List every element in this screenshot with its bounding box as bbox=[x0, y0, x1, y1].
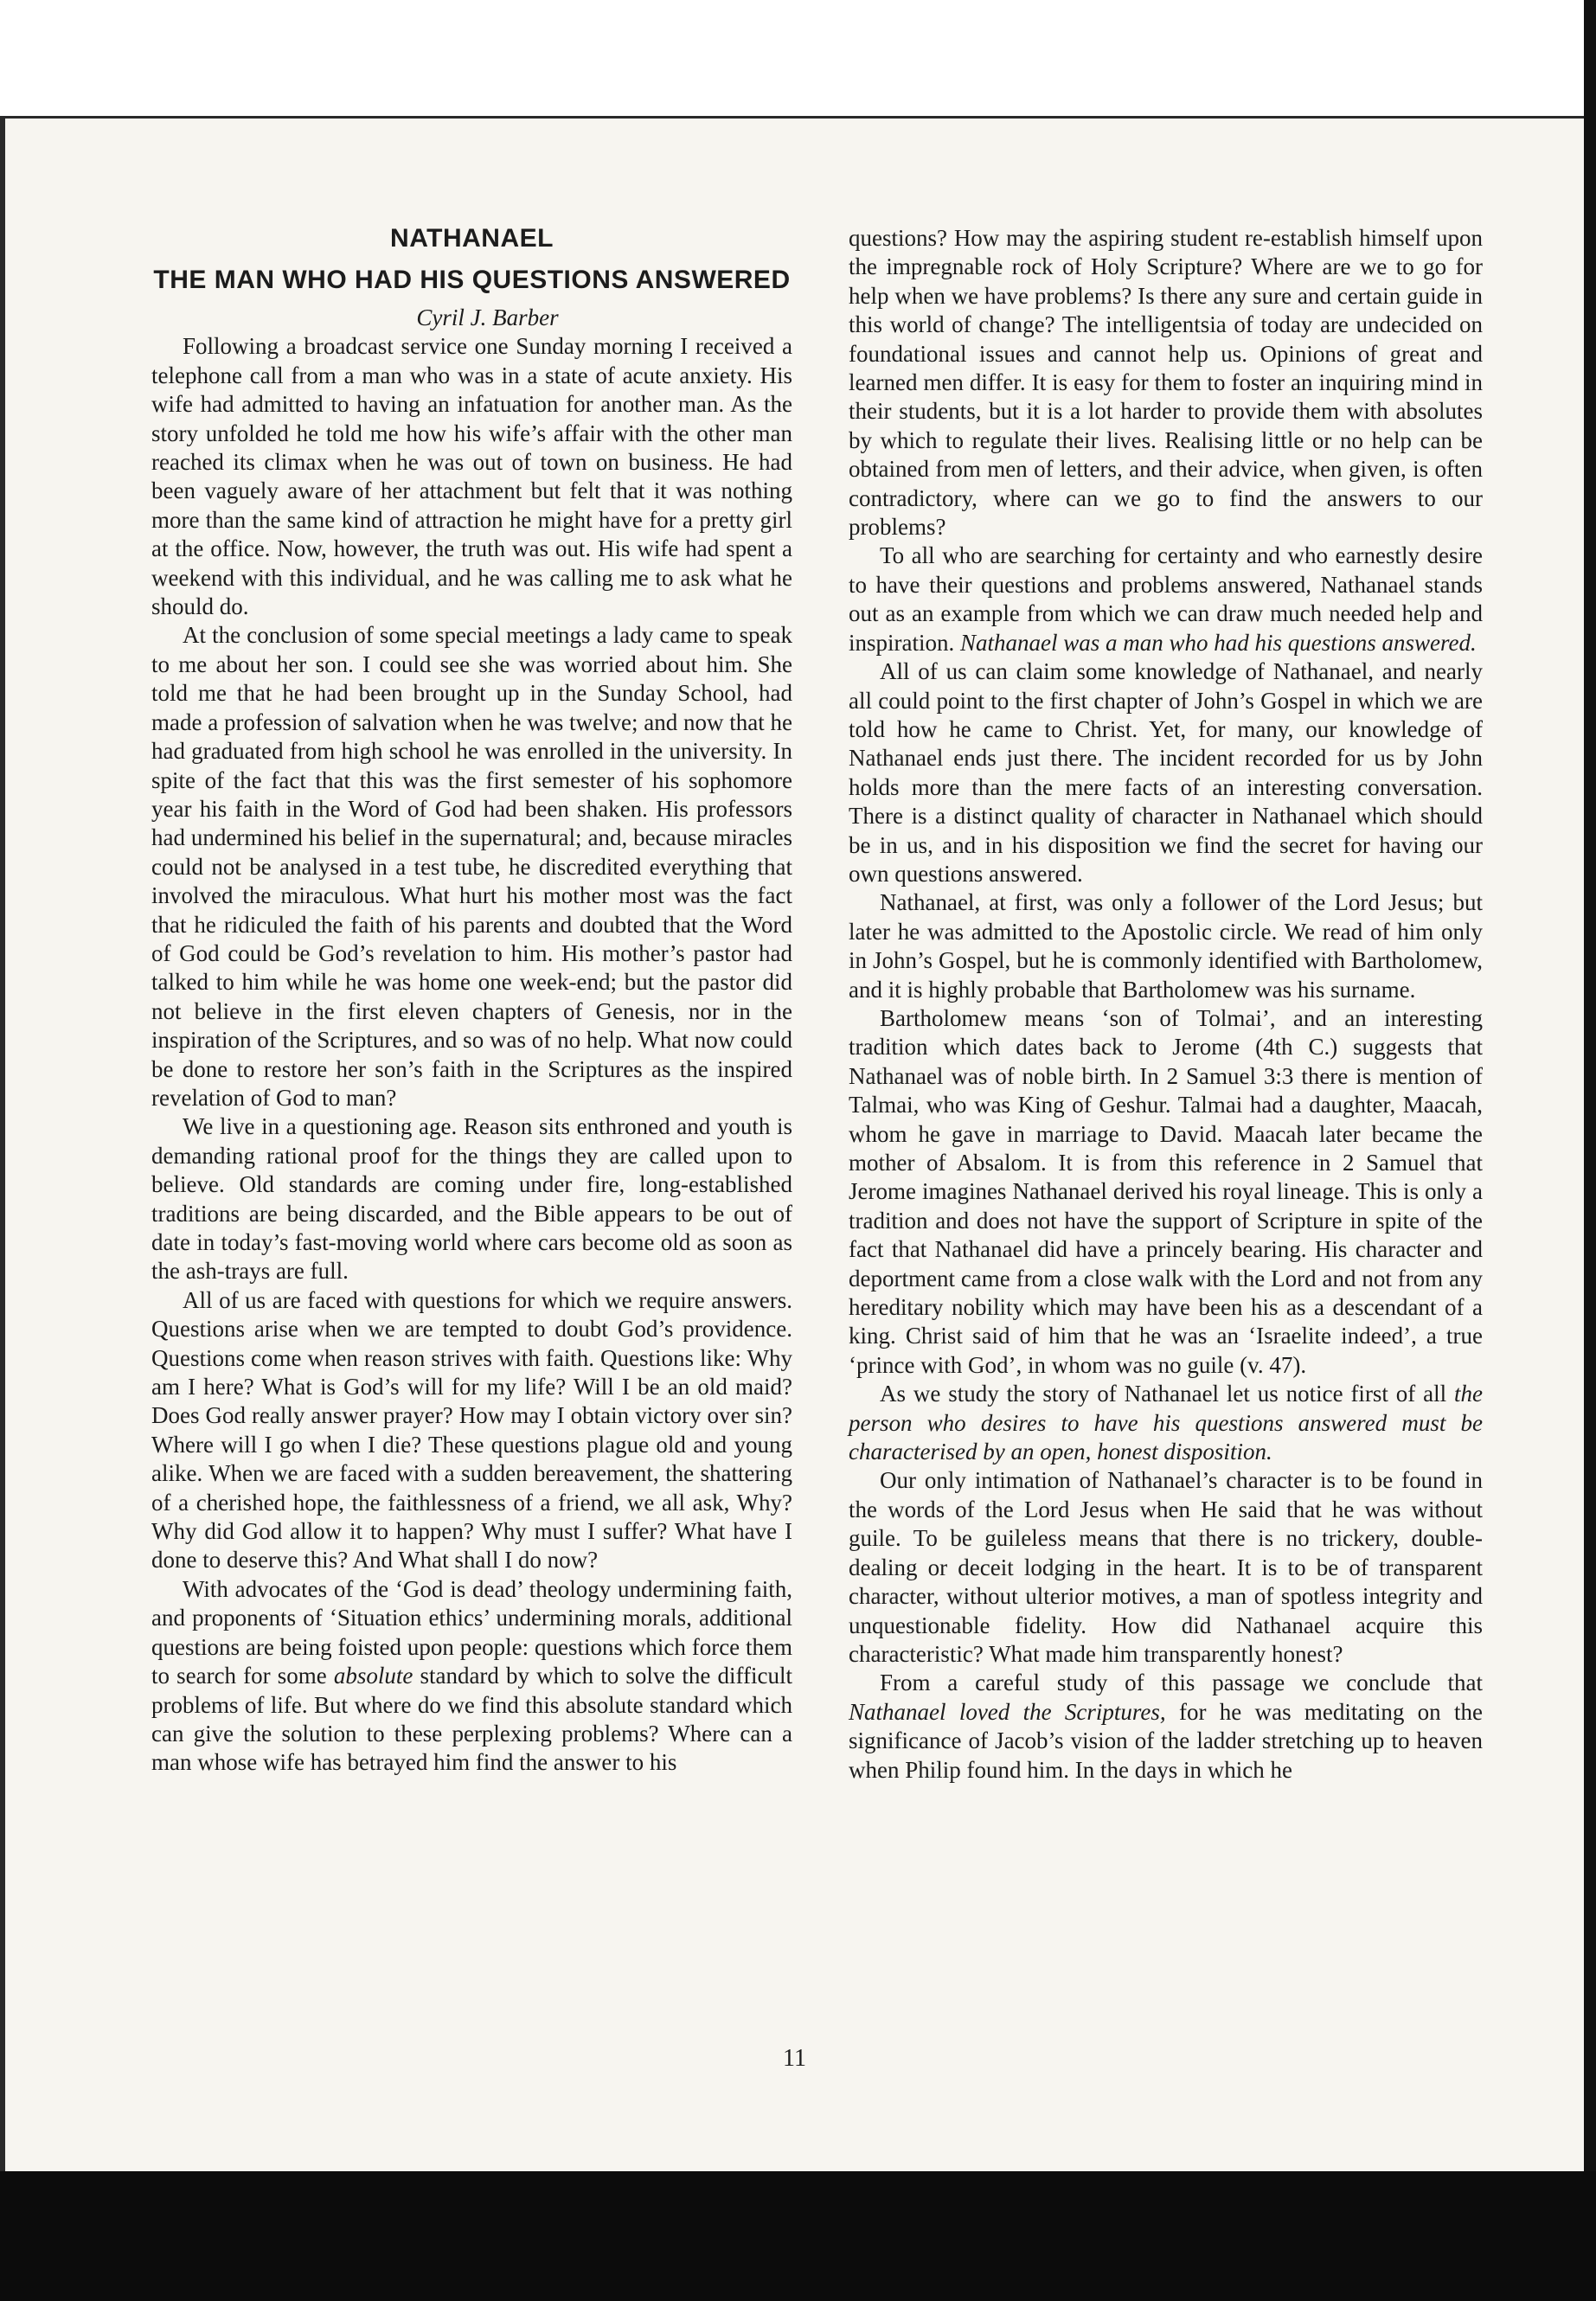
paragraph bbox=[849, 1380, 1483, 1466]
paragraph: We live in a questioning age. Reason sits enthroned and youth is demanding rational proof for the things they are called upon to believe. Old standards are coming under fire, long-established traditions are being discarded, and the Bible appears to be out of date in today’s fast-moving world where cars become old as soon as the ash-trays are full. bbox=[151, 1113, 792, 1285]
text-span: From a careful study of this passage we conclude that bbox=[880, 1670, 1483, 1696]
paragraph bbox=[849, 1669, 1483, 1785]
paragraph: All of us can claim some knowledge of Nathanael, and nearly all could point to the first chapter of John’s Gospel in which we are told how he came to Christ. Yet, for many, our knowledge of Nathanael ends just there. The incident recorded for us by John holds more than the mere facts of an interesting conversation. There is a distinct quality of character in Nathanael which should be in us, and in his disposition we find the secret for having our own questions answered. bbox=[849, 658, 1483, 887]
paragraph: All of us are faced with questions for which we require answers. Questions arise when we are tempted to doubt God’s providence. Questions come when reason strives with faith. Questions like: Why am I here? What is God’s will for my life? Will I be an old maid? Does God really answer prayer? How may I obtain victory over sin? Where will I go when I die? These questions plague old and young alike. When we are faced with a sudden bereavement, the shattering of a cherished hope, the faithlessness of a friend, we all ask, Why? Why did God allow it to happen? Why must I suffer? What have I done to deserve this? And What shall I do now? bbox=[151, 1286, 792, 1574]
paragraph-continued: questions? How may the aspiring student re-establish himself upon the impregnable rock of Holy Scripture? Where are we to go for help when we have problems? Is there any sure and certain guide in this world of change? The intelligentsia of today are undecided on foundational issues and cannot help us. Opinions of great and learned men differ. It is easy for them to foster an inquiring mind in their students, but it is a lot harder to provide them with absolutes by which to regulate their lives. Realising little or no help can be obtained from men of letters, and their advice, when given, is often contradictory, where can we go to find the answers to our problems? bbox=[849, 225, 1483, 541]
text-span: To all who are searching for certainty and who earnestly desire to have their questions and problems answered, Nathanael stands out as an example from which we can draw much needed help and inspiration. bbox=[849, 542, 1483, 656]
paragraph bbox=[849, 542, 1483, 657]
page-number: 11 bbox=[783, 2045, 806, 2072]
right-column bbox=[849, 224, 1483, 1785]
paragraph: Following a broadcast service one Sunday morning I received a telephone call from a man who was in a state of acute anxiety. His wife had admitted to having an infatuation for another man. As the story unfolded he told me how his wife’s affair with the other man reached its climax when he was out of town on business. He had been vaguely aware of her attachment but felt that it was nothing more than the same kind of attraction he might have for a pretty girl at the office. Now, however, the truth was out. His wife had spent a weekend with this individual, and he was calling me to ask what he should do. bbox=[151, 333, 792, 620]
document-page bbox=[5, 119, 1584, 2171]
paragraph: At the conclusion of some special meetings a lady came to speak to me about her son. I could see she was worried about him. She told me that he had been brought up in the Sunday School, had made a profession of salvation when he was twelve; and now that he had graduated from high school he was enrolled in the university. In spite of the fact that this was the first semester of his sophomore year his faith in the Word of God had been shaken. His professors had undermined his belief in the supernatural; and, because miracles could not be analysed in a test tube, he discredited everything that involved the miraculous. What hurt his mother most was the fact that he ridiculed the faith of his parents and doubted that the Word of God could be God’s revelation to him. His mother’s pastor had talked to him while he was home one week-end; but the pastor did not believe in the first eleven chapters of Genesis, nor in the inspiration of the Scriptures, and so was of no help. What now could be done to restore her son’s faith in the Scriptures as the inspired revelation of God to man? bbox=[151, 622, 792, 1111]
text-span: With advocates of the ‘God is dead’ theology undermining faith, and proponents of ‘Situation ethics’ undermining morals, additional questions are being foisted upon people: questions which force them to search for some bbox=[151, 1575, 792, 1689]
article-subtitle: THE MAN WHO HAD HIS QUESTIONS ANSWERED bbox=[153, 266, 791, 294]
emphasis-text: the person who desires to have his questions answered must be characterised by an open, honest disposition. bbox=[849, 1381, 1483, 1465]
paragraph: Our only intimation of Nathanael’s character is to be found in the words of the Lord Jesus when He said that he was without guile. To be guileless means that there is no trickery, double-dealing or deceit lodging in the heart. It is to be of transparent character, without ulterior motives, a man of spotless integrity and unquestionable fidelity. How did Nathanael acquire this characteristic? What made him transparently honest? bbox=[849, 1467, 1483, 1667]
scan-shadow-right bbox=[1584, 0, 1596, 2202]
text-span: for he was meditating on the significance of Jacob’s vision of the ladder stretching up to heaven when Philip found him. In the days in which he bbox=[849, 1698, 1483, 1783]
paragraph: Bartholomew means ‘son of Tolmai’, and an interesting tradition which dates back to Jerome (4th C.) suggests that Nathanael was of noble birth. In 2 Samuel 3:3 there is mention of Talmai, who was King of Geshur. Talmai had a daughter, Maacah, whom he gave in marriage to David. Maacah later became the mother of Absalom. It is from this reference in 2 Samuel that Jerome imagines Nathanael derived his royal lineage. This is only a tradition and does not have the support of Scripture in spite of the fact that Nathanael did have a princely bearing. His character and deportment came from a close walk with the Lord and not from any hereditary nobility which may have been his as a descendant of a king. Christ said of him that he was an ‘Israelite indeed’, a true ‘prince with God’, in whom was no guile (v. 47). bbox=[849, 1004, 1483, 1378]
left-column bbox=[151, 224, 792, 1778]
paragraph: Nathanael, at first, was only a follower of the Lord Jesus; but later he was admitted to the Apostolic circle. We read of him only in John’s Gospel, but he is commonly identified with Bartholomew, and it is highly probable that Bartholomew was his surname. bbox=[849, 889, 1483, 1003]
scan-shadow-bottom bbox=[0, 2171, 1596, 2301]
text-span: standard by which to solve the difficult problems of life. But where do we find this absolute standard which can give the solution to these perplexing problems? Where can a man whose wife has betrayed him find the answer to his bbox=[151, 1663, 792, 1776]
text-span: As we study the story of Nathanael let us notice first of all bbox=[880, 1381, 1454, 1407]
paragraph bbox=[151, 1575, 792, 1778]
emphasis-text: Nathanael was a man who had his questions answered. bbox=[960, 629, 1477, 656]
article-title: NATHANAEL bbox=[390, 224, 554, 253]
emphasis-text: Nathanael loved the Scriptures, bbox=[849, 1698, 1166, 1725]
scan-margin-top bbox=[0, 0, 1596, 117]
emphasis-text: absolute bbox=[333, 1663, 413, 1689]
article-author: Cyril J. Barber bbox=[416, 304, 559, 330]
